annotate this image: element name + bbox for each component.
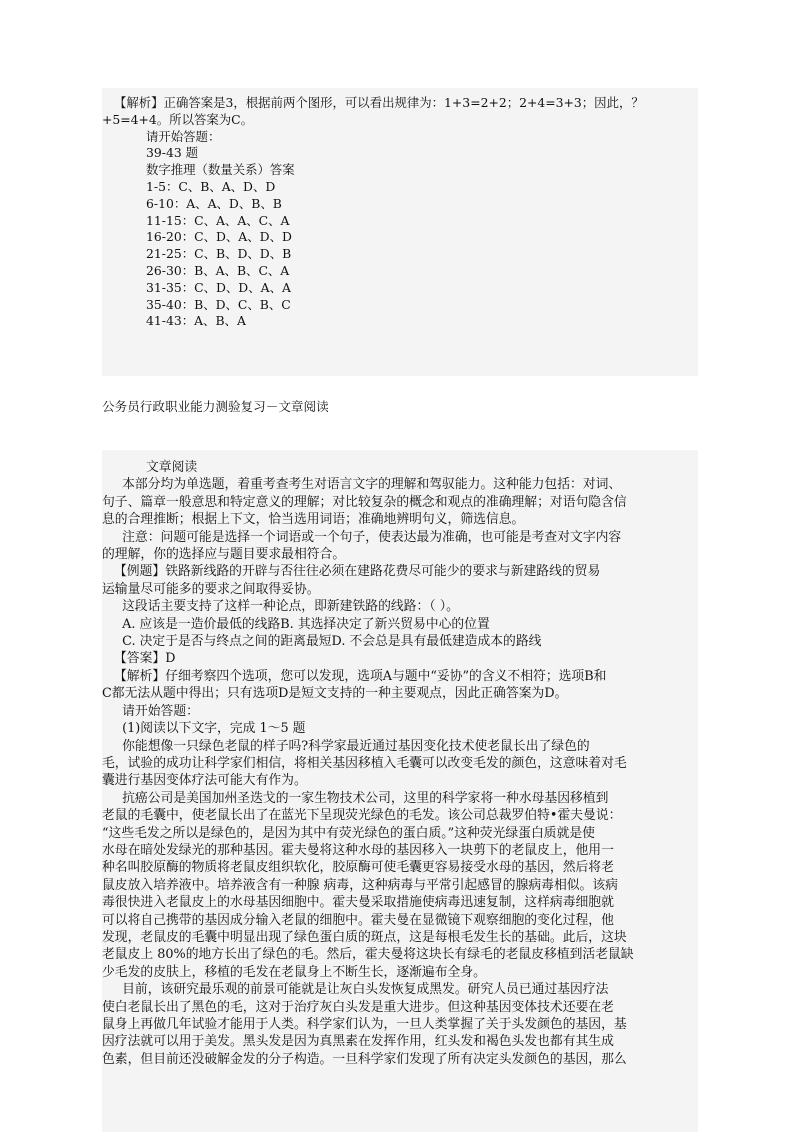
text-line: 句子、篇章一般意思和特定意义的理解；对比较复杂的概念和观点的准确理解；对语句隐含信 [102, 494, 627, 510]
text-line: 26-30：B、A、B、C、A [146, 262, 290, 278]
text-line: A. 应该是一造价最低的线路B. 其选择决定了新兴贸易中心的位置 [114, 616, 490, 632]
reading-section-block [102, 450, 698, 1132]
answer-key-block [102, 88, 698, 376]
text-line: 【解析】正确答案是3，根据前两个图形，可以看出规律为：1+3=2+2；2+4=3+3；因此，？ [114, 95, 644, 110]
text-line: C都无法从题中得出；只有选项D是短文支持的一种主要观点，因此正确答案为D。 [102, 686, 568, 702]
text-line: “这些毛发之所以是绿色的，是因为其中有荧光绿色的蛋白质。”这种荧光绿蛋白质就是使 [102, 825, 595, 841]
text-line: 请开始答题： [114, 703, 199, 719]
text-line: 水母在暗处发绿光的那种基因。霍夫曼将这种水母的基因移入一块剪下的老鼠皮上，他用一 [102, 842, 614, 858]
text-line: 发现，老鼠皮的毛囊中明显出现了绿色蛋白质的斑点，这是每根毛发生长的基础。此后，这块 [102, 929, 627, 945]
text-line: 因疗法就可以用于美发。黑头发是因为真黑素在发挥作用，红头发和褐色头发也都有其生成 [102, 1034, 614, 1050]
text-line: 息的合理推断；根据上下文，恰当选用词语；准确地辨明句义，筛选信息。 [102, 512, 525, 528]
text-line: 文章阅读 [146, 460, 198, 475]
text-line: 【解析】仔细考察四个选项，您可以发现，选项A与题中“妥协”的含义不相符；选项B和 [114, 668, 607, 684]
text-line: 6-10：A、A、D、B、B [146, 195, 282, 211]
text-line: 使白老鼠长出了黑色的毛，这对于治疗灰白头发是重大进步。但这种基因变体技术还要在老 [102, 999, 614, 1015]
text-line: 本部分均为单选题，着重考查考生对语言文字的理解和驾驭能力。这种能力包括：对词、 [114, 477, 622, 493]
text-line: 鼠身上再做几年试验才能用于人类。科学家们认为，一旦人类掌握了关于头发颜色的基因，基 [102, 1017, 627, 1032]
text-line: 的理解，你的选择应与题目要求最相符合。 [102, 547, 346, 563]
text-line: 注意：问题可能是选择一个词语或一个句子，使表达最为准确，也可能是考查对文字内容 [114, 529, 622, 545]
text-line: 运输量尽可能多的要求之间取得妥协。 [102, 581, 320, 597]
text-line: 色素，但目前还没破解金发的分子构造。一旦科学家们发现了所有决定头发颜色的基因，那么 [102, 1051, 627, 1067]
text-line: 【答案】D [114, 651, 176, 667]
text-line: 种名叫胶原酶的物质将老鼠皮组织软化，胶原酶可使毛囊更容易接受水母的基因，然后将老 [102, 860, 614, 876]
text-line: 【例题】铁路新线路的开辟与否往往必须在建路花费尽可能少的要求与新建路线的贸易 [114, 564, 601, 580]
text-line: 35-40：B、D、C、B、C [146, 296, 291, 312]
text-line: 鼠皮放入培养液中。培养液含有一种腺 病毒，这种病毒与平常引起感冒的腺病毒相似。该病 [102, 877, 618, 893]
text-line: 可以将自己携带的基因成分输入老鼠的细胞中。霍夫曼在显微镜下观察细胞的变化过程，他 [102, 912, 614, 928]
text-line: 31-35：C、D、D、A、A [146, 279, 291, 295]
text-line: 老鼠的毛囊中，使老鼠长出了在蓝光下呈现荧光绿色的毛发。该公司总裁罗伯特•霍夫曼说： [102, 808, 622, 824]
text-line: 毒很快进入老鼠皮上的水母基因细胞中。霍夫曼采取措施使病毒迅速复制，这样病毒细胞就 [102, 895, 614, 911]
text-line: 目前，该研究最乐观的前景可能就是让灰白头发恢复成黑发。研究人员已通过基因疗法 [114, 982, 609, 998]
text-line: 数字推理（数量关系）答案 [146, 162, 295, 178]
text-line: 21-25：C、B、D、D、B [146, 246, 292, 262]
text-line: 抗癌公司是美国加州圣迭戈的一家生物技术公司，这里的科学家将一种水母基因移植到 [114, 790, 609, 806]
text-line: 11-15：C、A、A、C、A [146, 212, 290, 228]
text-line: 请开始答题： [146, 128, 221, 144]
text-line: 39-43 题 [146, 145, 199, 161]
text-line: 毛，试验的成功让科学家们相信，将相关基因移植入毛囊可以改变毛发的颜色，这意味着对毛 [102, 755, 627, 771]
text-line: +5=4+4。所以答案为C。 [102, 111, 254, 127]
text-line: 1-5：C、B、A、D、D [146, 178, 276, 194]
text-line: (1)阅读以下文字，完成 1～5 题 [114, 721, 306, 737]
text-line: 41-43：A、B、A [146, 313, 246, 329]
text-line: 老鼠皮上 80%的地方长出了绿色的毛。然后，霍夫曼将这块长有绿毛的老鼠皮移植到活老鼠缺 [102, 947, 634, 963]
text-line: C. 决定于是否与终点之间的距离最短D. 不会总是具有最低建造成本的路线 [114, 634, 542, 650]
text-line: 你能想像一只绿色老鼠的样子吗?科学家最近通过基因变化技术使老鼠长出了绿色的 [114, 738, 590, 754]
text-line: 少毛发的皮肤上，移植的毛发在老鼠身上不断生长，逐渐遍布全身。 [102, 964, 486, 980]
text-line: 这段话主要支持了这样一种论点，即新建铁路的线路：（ ）。 [114, 599, 459, 615]
text-line: 16-20：C、D、A、D、D [146, 229, 292, 245]
section-title: 公务员行政职业能力测验复习－文章阅读 [102, 399, 329, 414]
text-line: 囊进行基因变体疗法可能大有作为。 [102, 773, 307, 789]
